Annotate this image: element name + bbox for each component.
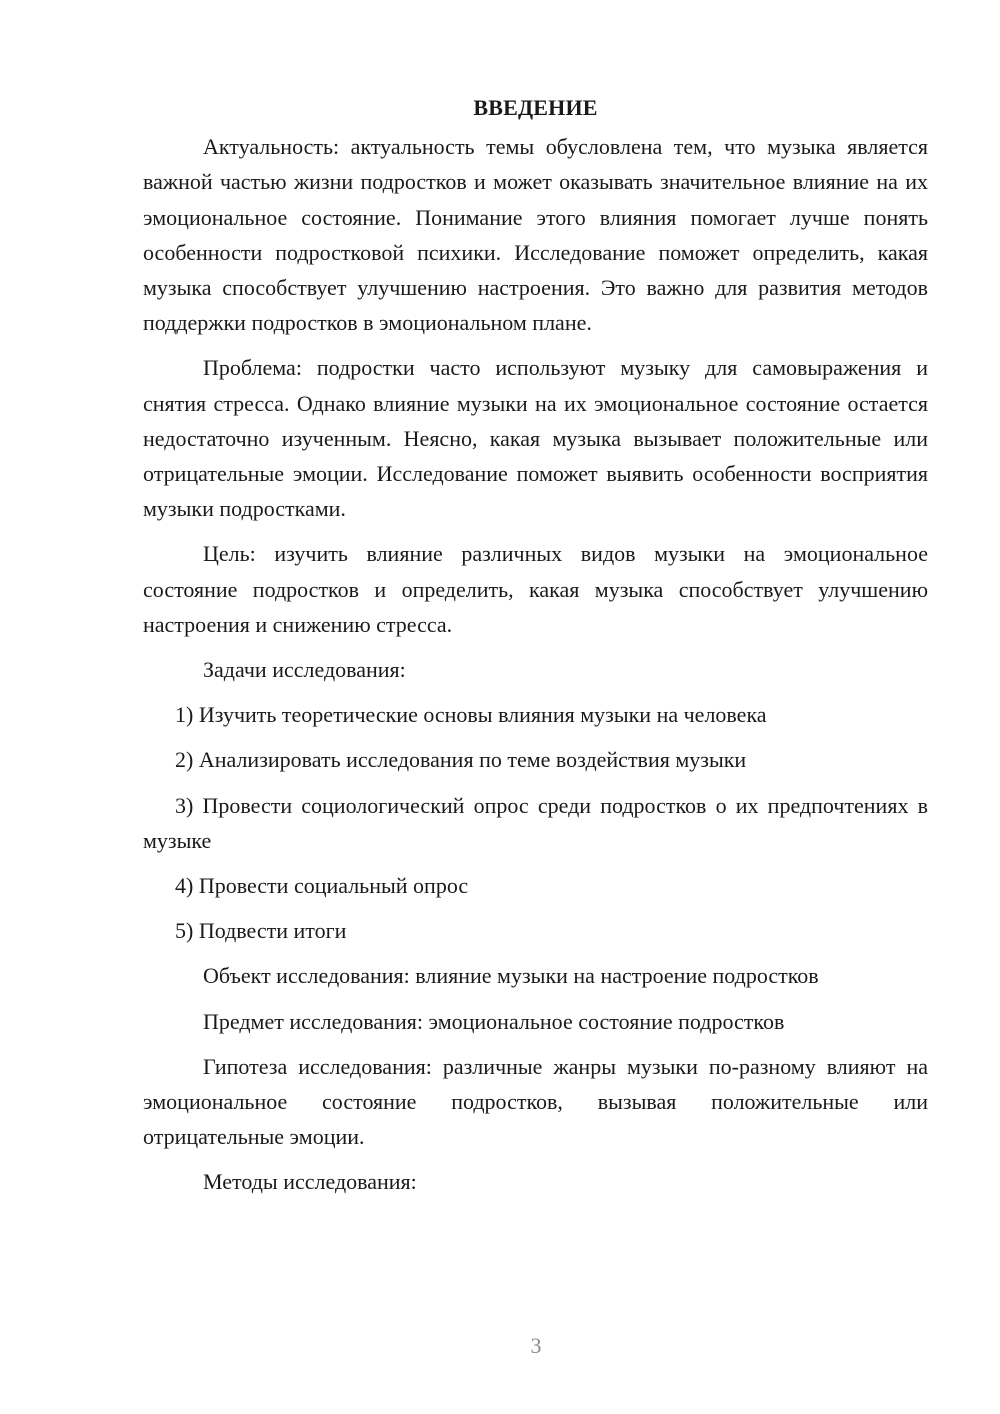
task-item-2: 2) Анализировать исследования по теме воздействия музыки bbox=[175, 747, 747, 773]
task-item-1: 1) Изучить теоретические основы влияния музыки на человека bbox=[175, 702, 767, 728]
task-item-3: 3) Провести социологический опрос среди подростков о их предпочтениях в музыке bbox=[143, 792, 928, 853]
page-number: 3 bbox=[530, 1333, 542, 1358]
tasks-list bbox=[143, 697, 928, 948]
methods-heading: Методы исследования: bbox=[203, 1169, 417, 1195]
research-subject-paragraph: Предмет исследования: эмоциональное состояние подростков bbox=[203, 1008, 785, 1034]
document-page bbox=[143, 90, 928, 1210]
tasks-heading: Задачи исследования: bbox=[203, 657, 406, 683]
research-object-paragraph: Объект исследования: влияние музыки на настроение подростков bbox=[203, 963, 819, 989]
problem-paragraph: Проблема: подростки часто используют музыку для самовыражения и снятия стресса. Однако влияние музыки на их эмоциональное состояние остается недостаточно изученным. Неясно, какая музыка вызывает положительные или отрицательные эмоции. Исследование поможет выявить особенности восприятия музыки подростками. bbox=[143, 355, 928, 522]
goal-paragraph: Цель: изучить влияние различных видов музыки на эмоциональное состояние подростков и определить, какая музыка способствует улучшению настроения и снижению стресса. bbox=[143, 541, 928, 637]
hypothesis-paragraph: Гипотеза исследования: различные жанры музыки по-разному влияют на эмоциональное состояние подростков, вызывая положительные или отрицательные эмоции. bbox=[143, 1053, 928, 1150]
task-item-5: 5) Подвести итоги bbox=[175, 918, 347, 944]
page-title: ВВЕДЕНИЕ bbox=[473, 95, 598, 120]
relevance-paragraph: Актуальность: актуальность темы обусловлена тем, что музыка является важной частью жизни подростков и может оказывать значительное влияние на их эмоциональное состояние. Понимание этого влияния помогает лучше понять особенности подростковой психики. Исследование поможет определить, какая музыка способствует улучшению настроения. Это важно для развития методов поддержки подростков в эмоциональном плане. bbox=[143, 134, 928, 336]
task-item-4: 4) Провести социальный опрос bbox=[175, 873, 469, 899]
